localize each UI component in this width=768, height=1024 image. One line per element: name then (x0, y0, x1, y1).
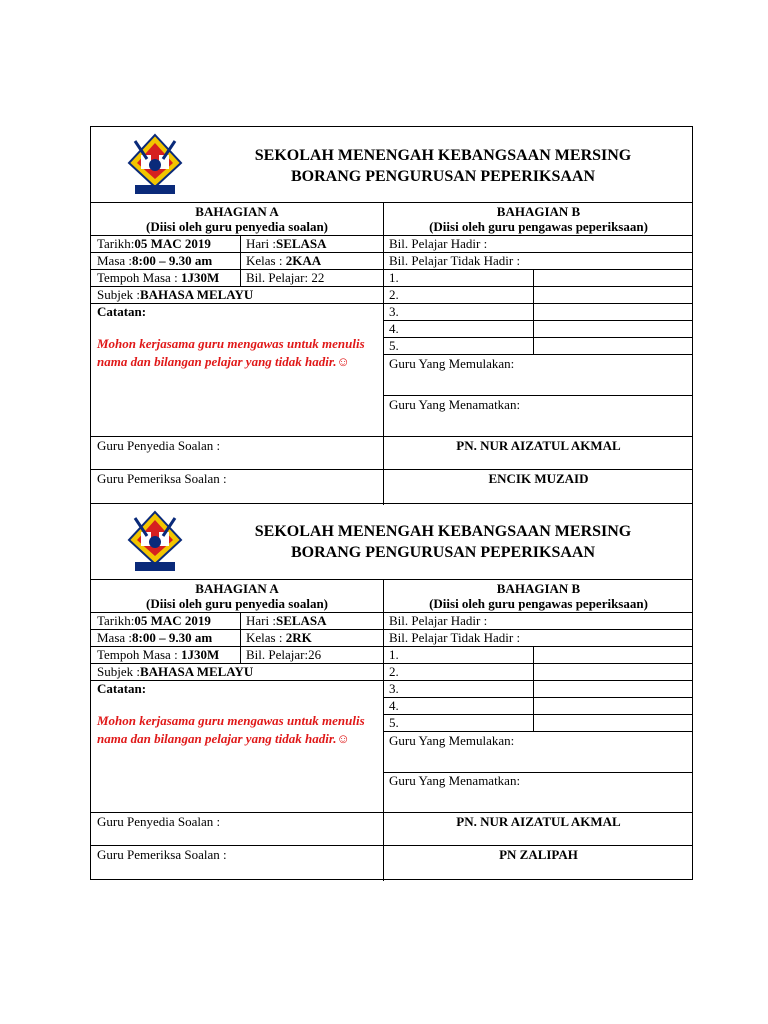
section-b-subtitle: (Diisi oleh guru pengawas peperiksaan) (429, 219, 648, 234)
school-name: SEKOLAH MENENGAH KEBANGSAAN MERSING (254, 147, 632, 164)
absent-row-5: 5. (389, 715, 399, 730)
bil-hadir-field: Bil. Pelajar Hadir : (389, 613, 488, 628)
school-name: SEKOLAH MENENGAH KEBANGSAAN MERSING (254, 523, 632, 540)
hari-field: Hari :SELASA (246, 236, 327, 251)
bil-tidak-hadir-field: Bil. Pelajar Tidak Hadir : (389, 630, 521, 645)
bil-pelajar-field: Bil. Pelajar:26 (246, 647, 322, 662)
tarikh-field: Tarikh:05 MAC 2019 (97, 613, 211, 628)
guru-memulakan-label: Guru Yang Memulakan: (389, 356, 515, 371)
tempoh-field: Tempoh Masa : 1J30M (97, 270, 220, 285)
school-logo (127, 133, 183, 197)
guru-pemeriksa-value: ENCIK MUZAID (488, 471, 589, 486)
school-logo (127, 510, 183, 574)
catatan-note: Mohon kerjasama guru mengawas untuk menulis nama dan bilangan pelajar yang tidak hadir.☺ (97, 336, 365, 369)
guru-pemeriksa-label: Guru Pemeriksa Soalan : (97, 471, 227, 486)
section-a-subtitle: (Diisi oleh guru penyedia soalan) (145, 219, 329, 234)
guru-penyedia-label: Guru Penyedia Soalan : (97, 814, 221, 829)
section-a-title: BAHAGIAN A (195, 581, 279, 596)
bil-pelajar-field: Bil. Pelajar: 22 (246, 270, 325, 285)
absent-row-2: 2. (389, 287, 399, 302)
absent-row-2: 2. (389, 664, 399, 679)
absent-row-1: 1. (389, 270, 399, 285)
smiley-icon: ☺ (336, 731, 350, 746)
exam-form-2 (90, 503, 693, 880)
section-b-title: BAHAGIAN B (496, 581, 581, 596)
absent-row-1: 1. (389, 647, 399, 662)
subjek-field: Subjek :BAHASA MELAYU (97, 287, 254, 302)
catatan-label: Catatan: (97, 304, 147, 319)
absent-row-3: 3. (389, 681, 399, 696)
section-b-subtitle: (Diisi oleh guru pengawas peperiksaan) (429, 596, 648, 611)
tempoh-field: Tempoh Masa : 1J30M (97, 647, 220, 662)
guru-menamatkan-label: Guru Yang Menamatkan: (389, 773, 521, 788)
guru-pemeriksa-label: Guru Pemeriksa Soalan : (97, 847, 227, 862)
guru-penyedia-label: Guru Penyedia Soalan : (97, 438, 221, 453)
guru-pemeriksa-value: PN ZALIPAH (499, 847, 578, 862)
section-a-title: BAHAGIAN A (195, 204, 279, 219)
guru-penyedia-value: PN. NUR AIZATUL AKMAL (456, 814, 621, 829)
masa-field: Masa :8:00 – 9.30 am (97, 253, 213, 268)
subjek-field: Subjek :BAHASA MELAYU (97, 664, 254, 679)
absent-row-4: 4. (389, 321, 399, 336)
bil-hadir-field: Bil. Pelajar Hadir : (389, 236, 488, 251)
kelas-field: Kelas : 2RK (246, 630, 312, 645)
section-b-title: BAHAGIAN B (496, 204, 581, 219)
section-a-subtitle: (Diisi oleh guru penyedia soalan) (145, 596, 329, 611)
bil-tidak-hadir-field: Bil. Pelajar Tidak Hadir : (389, 253, 521, 268)
absent-row-5: 5. (389, 338, 399, 353)
exam-form-1 (90, 126, 693, 504)
kelas-field: Kelas : 2KAA (246, 253, 322, 268)
absent-row-4: 4. (389, 698, 399, 713)
catatan-label: Catatan: (97, 681, 147, 696)
guru-memulakan-label: Guru Yang Memulakan: (389, 733, 515, 748)
masa-field: Masa :8:00 – 9.30 am (97, 630, 213, 645)
guru-menamatkan-label: Guru Yang Menamatkan: (389, 397, 521, 412)
absent-row-3: 3. (389, 304, 399, 319)
form-title: BORANG PENGURUSAN PEPERIKSAAN (290, 168, 596, 185)
smiley-icon: ☺ (336, 354, 350, 369)
guru-penyedia-value: PN. NUR AIZATUL AKMAL (456, 438, 621, 453)
hari-field: Hari :SELASA (246, 613, 327, 628)
form-title: BORANG PENGURUSAN PEPERIKSAAN (290, 544, 596, 561)
tarikh-field: Tarikh:05 MAC 2019 (97, 236, 211, 251)
catatan-note: Mohon kerjasama guru mengawas untuk menulis nama dan bilangan pelajar yang tidak hadir.☺ (97, 713, 365, 746)
